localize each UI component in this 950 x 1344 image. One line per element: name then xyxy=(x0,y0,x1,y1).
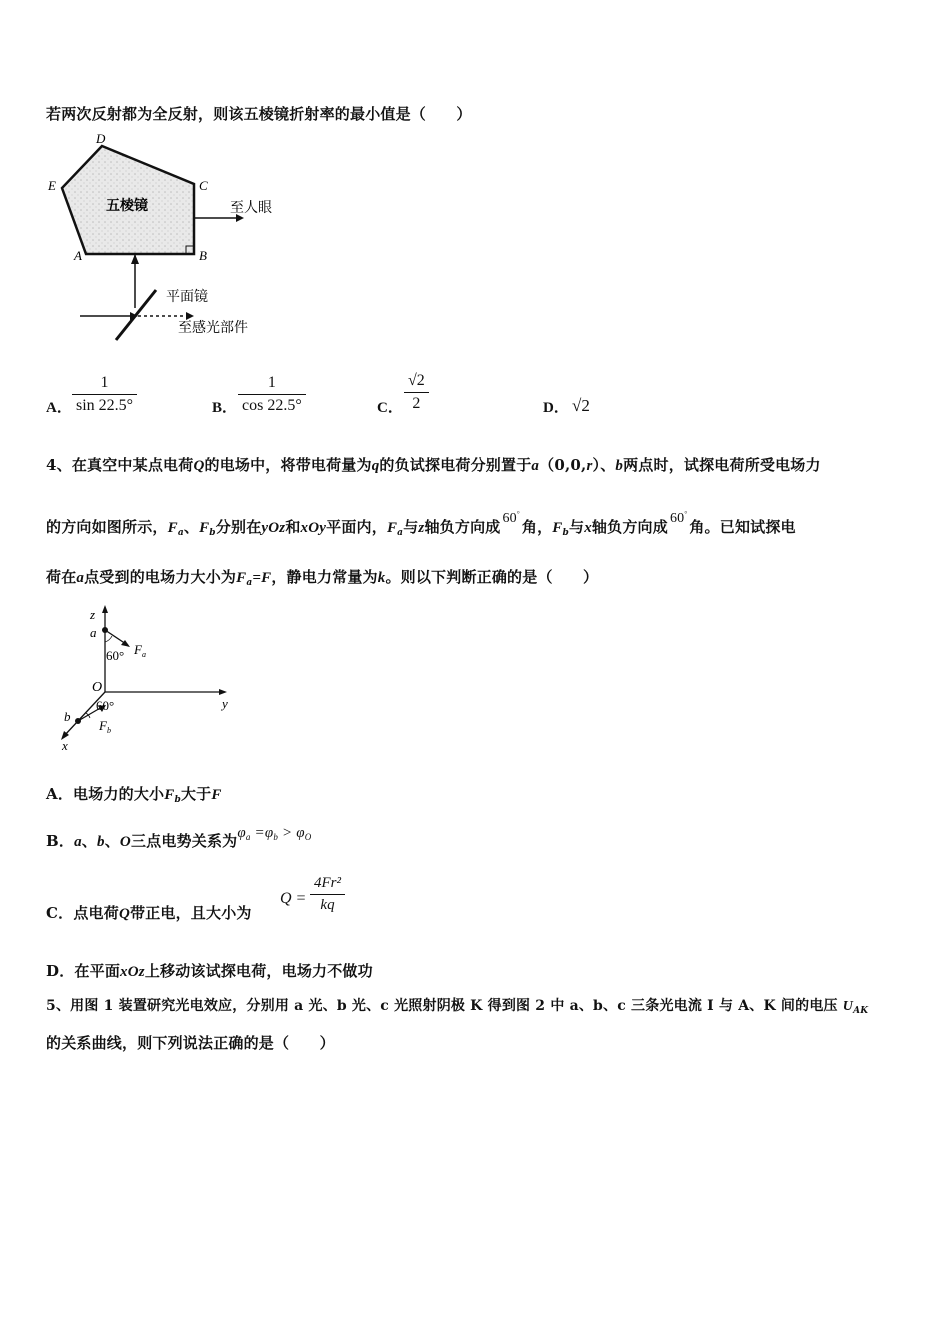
fb-label: $F_b$ xyxy=(99,718,111,735)
q3-option-d-key: D． xyxy=(543,400,569,416)
label-B: B xyxy=(199,248,207,263)
a-label: a xyxy=(90,625,97,640)
angle-a-label: 60° xyxy=(106,648,125,663)
q3-stem: 若两次反射都为全反射，则该五棱镜折射率的最小值是（ ） xyxy=(46,105,472,123)
angle-60: 60° xyxy=(502,510,520,526)
label-C: C xyxy=(199,178,208,193)
label-E: E xyxy=(48,178,56,193)
x-label: x xyxy=(62,738,68,753)
q3-option-d-value: √2 xyxy=(572,396,590,415)
fraction-denominator: 2 xyxy=(404,392,429,413)
sensor-label: 至感光部件 xyxy=(178,321,248,336)
q4-option-a: A．电场力的大小$F_b$大于F xyxy=(46,785,222,805)
q3-option-c-key: C． xyxy=(377,400,403,416)
angle-b-label: 60° xyxy=(96,698,115,713)
q4-option-b: B．a、b、O三点电势关系为$\varphi_a =\varphi_b > \varphi_O$ xyxy=(46,825,312,850)
fraction-numerator: 1 xyxy=(267,374,276,391)
force-a-vector xyxy=(105,630,126,644)
q3-option-a-key: A． xyxy=(46,400,72,416)
fraction-numerator: √2 xyxy=(408,372,425,389)
angle-60: 60° xyxy=(669,510,688,526)
up-arrow-icon xyxy=(131,254,139,264)
q3-option-c-value xyxy=(404,372,429,413)
q4-line-2: 的方向如图所示，$F_a$、$F_b$分别在yOz和xOy平面内，$F_a$与z轴负方向成 60°角，$F_b$与x轴负方向成 60°角。已知试探电 xyxy=(46,510,796,538)
coordinate-figure xyxy=(56,600,246,755)
q5-line-2: 的关系曲线，则下列说法正确的是（ ） xyxy=(46,1034,335,1052)
fraction-numerator: 4Fr² xyxy=(314,875,341,891)
q3-option-b-key: B． xyxy=(212,400,238,416)
fraction-denominator: cos 22.5° xyxy=(238,394,306,415)
label-A: A xyxy=(74,248,82,263)
mirror-label: 平面镜 xyxy=(166,290,208,305)
q4-option-d: D．在平面xOz上移动该试探电荷，电场力不做功 xyxy=(46,962,373,980)
fa-label: $F_a$ xyxy=(134,642,146,659)
charge-formula-fraction xyxy=(310,875,345,914)
q5-line-1: 5、用图 1 装置研究光电效应，分别用 a 光、b 光、c 光照射阴极 K 得到图 2 中 a、b、c 三条光电流 I 与 A、K 间的电压 $U_{AK}$ xyxy=(46,998,869,1016)
z-label: z xyxy=(90,607,96,622)
label-D: D xyxy=(96,131,106,146)
q3-option-a-value xyxy=(72,374,137,415)
eye-label: 至人眼 xyxy=(230,201,272,216)
b-label: b xyxy=(64,709,71,724)
potential-relation: $\varphi_a =\varphi_b > \varphi_O$ xyxy=(237,825,312,842)
fraction-denominator: kq xyxy=(310,894,345,914)
q4-line-1: 4、在真空中某点电荷Q的电场中，将带电荷量为q的负试探电荷分别置于a（0,0,r）、b两点时，试探电荷所受电场力 xyxy=(46,456,821,474)
q3-option-b-value xyxy=(238,374,306,415)
q4-line-3: 荷在a点受到的电场力大小为$F_a=F$，静电力常量为k。则以下判断正确的是（ ） xyxy=(46,568,599,588)
sensor-arrow-icon xyxy=(186,312,194,320)
charge-formula-lhs: Q = xyxy=(280,890,307,907)
prism-label: 五棱镜 xyxy=(106,199,148,214)
pentaprism-figure xyxy=(44,130,294,345)
origin-label: O xyxy=(92,680,103,695)
fraction-denominator: sin 22.5° xyxy=(72,394,137,415)
y-label: y xyxy=(222,696,228,711)
q4-option-c: C．点电荷Q带正电，且大小为 xyxy=(46,904,252,922)
fraction-numerator: 1 xyxy=(100,374,109,391)
